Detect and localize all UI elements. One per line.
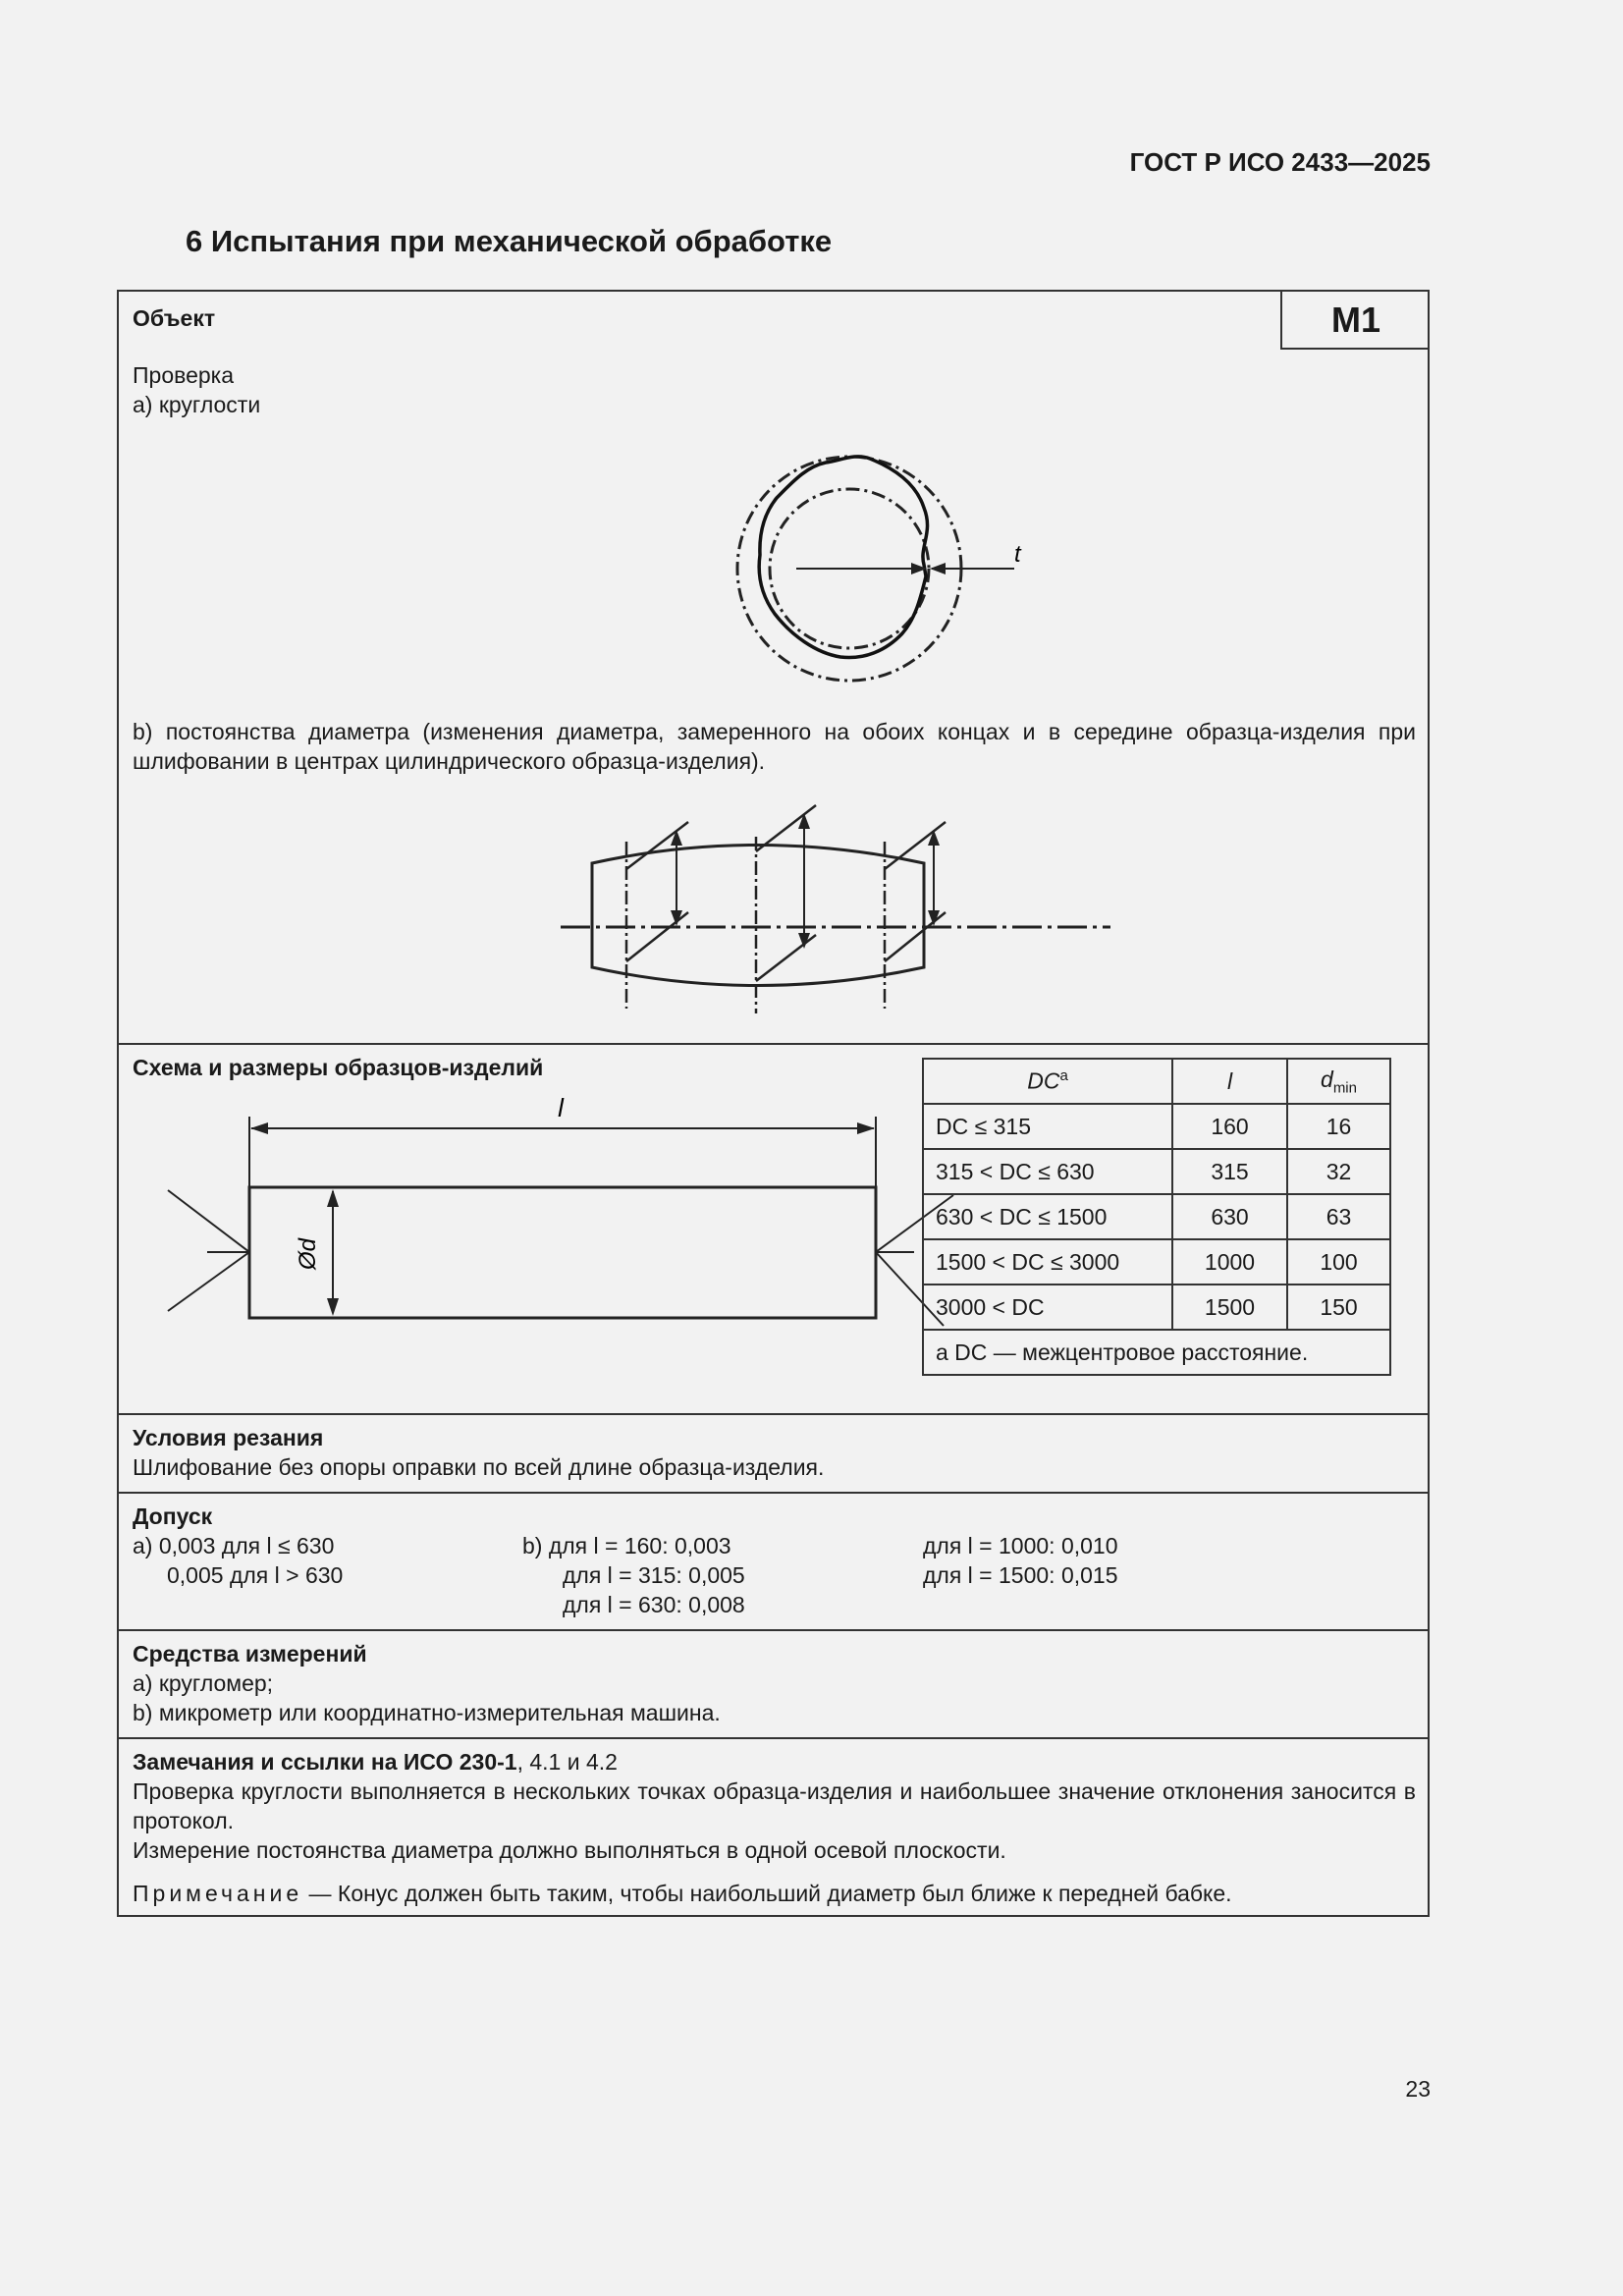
divider-specimen <box>119 1043 1428 1045</box>
section-title: 6 Испытания при механической обработке <box>186 224 833 258</box>
tolerance-b-line-2: для l = 315: 0,005 <box>563 1562 745 1588</box>
divider-measuring <box>119 1629 1428 1631</box>
table-row <box>923 1285 1390 1330</box>
specimen-body <box>249 1187 876 1318</box>
measuring-heading: Средства измерений <box>133 1641 367 1667</box>
t-arrow-right <box>930 563 946 574</box>
arrowhead-middle-top <box>798 813 810 829</box>
document-code: ГОСТ Р ИСО 2433—2025 <box>1129 147 1431 177</box>
measuring-item-b: b) микрометр или координатно-измерительная машина. <box>133 1700 721 1725</box>
header-dc: $DC^a$ <box>923 1059 1172 1104</box>
specimen-heading: Схема и размеры образцов-изделий <box>133 1055 544 1080</box>
page-number: 23 <box>1405 2076 1431 2102</box>
tolerance-b-line-3: для l = 630: 0,008 <box>563 1592 745 1617</box>
d-arrow-bottom <box>327 1298 339 1316</box>
remarks-note <box>133 1879 1232 1908</box>
specimen-diagram <box>168 1093 934 1431</box>
test-id-box: M1 <box>1280 292 1430 350</box>
tolerance-b-line-1: b) для l = 160: 0,003 <box>522 1533 731 1558</box>
row3-dmin: 63 <box>1287 1194 1390 1239</box>
oblique-middle-bottom <box>756 935 816 981</box>
tolerance-c-line-1: для l = 1000: 0,010 <box>923 1533 1118 1558</box>
row1-dmin: 16 <box>1287 1104 1390 1149</box>
table-footnote-row <box>923 1330 1390 1375</box>
divider-cutting <box>119 1413 1428 1415</box>
oblique-right-bottom <box>885 912 946 961</box>
row5-l: 1500 <box>1172 1285 1287 1330</box>
row4-condition: 1500 < DC ≤ 3000 <box>923 1239 1172 1285</box>
item-a-roundness: a) круглости <box>133 392 261 417</box>
remarks-heading <box>133 1747 618 1777</box>
remarks-paragraph-1: Проверка круглости выполняется в нескольких точках образца-изделия и наибольшее значение отклонения заносится в протокол. <box>133 1778 1416 1833</box>
check-label: Проверка <box>133 362 235 388</box>
table-row <box>923 1239 1390 1285</box>
row4-l: 1000 <box>1172 1239 1287 1285</box>
remarks-heading-rest: , 4.1 и 4.2 <box>516 1749 618 1775</box>
note-label: Примечание <box>133 1881 303 1906</box>
test-sheet-frame <box>117 290 1430 1917</box>
arrowhead-right-top <box>928 830 940 846</box>
table-footnote: a DC — межцентровое расстояние. <box>923 1330 1390 1375</box>
row2-dmin: 32 <box>1287 1149 1390 1194</box>
barrel-outline <box>592 846 924 986</box>
specimen-dimensions-table <box>922 1058 1391 1376</box>
remarks-paragraph-2: Измерение постоянства диаметра должно выполняться в одной осевой плоскости. <box>133 1837 1006 1863</box>
cutting-conditions-heading: Условия резания <box>133 1425 324 1450</box>
d-arrow-top <box>327 1189 339 1207</box>
l-arrow-right <box>857 1122 875 1134</box>
object-heading: Объект <box>133 305 216 331</box>
table-row <box>923 1104 1390 1149</box>
center-line-left-lower <box>168 1252 249 1311</box>
row3-l: 630 <box>1172 1194 1287 1239</box>
item-b-diameter-consistency: b) постоянства диаметра (изменения диаметра, замеренного на обоих концах и в середине образца-изделия при шлифовании в центрах цилиндрического образца-изделия). <box>133 719 1416 774</box>
table-header-row <box>923 1059 1390 1104</box>
tolerance-c <box>923 1531 1118 1590</box>
table-row <box>923 1149 1390 1194</box>
l-label: l <box>558 1093 564 1122</box>
tolerance-b <box>522 1531 745 1619</box>
center-line-left-upper <box>168 1190 249 1252</box>
row2-l: 315 <box>1172 1149 1287 1194</box>
cutting-conditions-text: Шлифование без опоры оправки по всей длине образца-изделия. <box>133 1454 825 1480</box>
oblique-left-bottom <box>626 912 688 961</box>
divider-remarks <box>119 1737 1428 1739</box>
table-row <box>923 1194 1390 1239</box>
divider-tolerance <box>119 1492 1428 1494</box>
t-label: t <box>1014 541 1021 568</box>
row5-condition: 3000 < DC <box>923 1285 1172 1330</box>
arrowhead-left-top <box>671 830 682 846</box>
row4-dmin: 100 <box>1287 1239 1390 1285</box>
row2-condition: 315 < DC ≤ 630 <box>923 1149 1172 1194</box>
tolerance-a-line-2: 0,005 для l > 630 <box>167 1562 344 1588</box>
row1-l: 160 <box>1172 1104 1287 1149</box>
header-l: l <box>1172 1059 1287 1104</box>
tolerance-c-line-2: для l = 1500: 0,015 <box>923 1562 1118 1588</box>
tolerance-a <box>133 1531 343 1590</box>
row3-condition: 630 < DC ≤ 1500 <box>923 1194 1172 1239</box>
remarks-heading-bold: Замечания и ссылки на ИСО 230-1 <box>133 1749 517 1775</box>
tolerance-a-line-1: a) 0,003 для l ≤ 630 <box>133 1533 335 1558</box>
row1-condition: DC ≤ 315 <box>923 1104 1172 1149</box>
note-text: — Конус должен быть таким, чтобы наибольший диаметр был ближе к передней бабке. <box>302 1881 1232 1906</box>
tolerance-heading: Допуск <box>133 1503 213 1529</box>
header-dmin: $d_{min}$ <box>1287 1059 1390 1104</box>
row5-dmin: 150 <box>1287 1285 1390 1330</box>
l-arrow-left <box>250 1122 268 1134</box>
measuring-item-a: a) кругломер; <box>133 1670 274 1696</box>
d-label: Ød <box>295 1237 321 1271</box>
